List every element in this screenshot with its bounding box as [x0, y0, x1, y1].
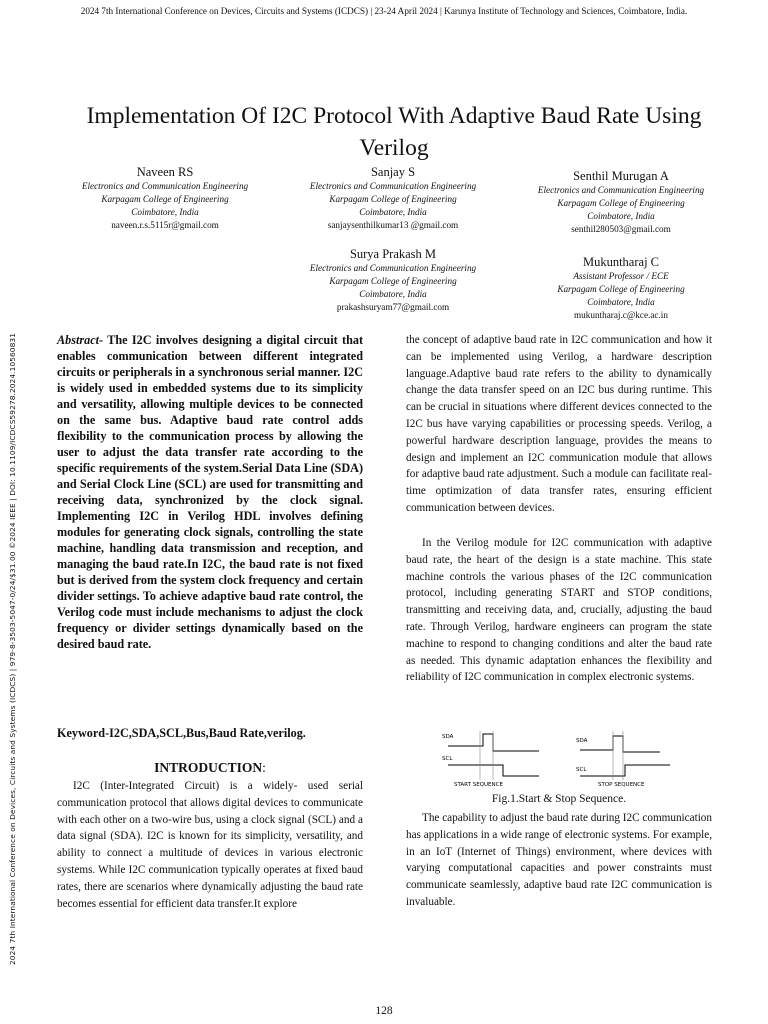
author-email: naveen.r.s.5115r@gmail.com [111, 220, 219, 230]
author-college: Karpagam College of Engineering [557, 284, 685, 294]
section-heading-colon: : [262, 760, 266, 775]
start-scl-waveform [448, 765, 539, 776]
author-city: Coimbatore, India [359, 289, 427, 299]
author-block [510, 168, 732, 236]
body-paragraph: the concept of adaptive baud rate in I2C communication and how it can be implemented using Verilog, a hardware description language.Adaptive baud rate refers to the ability to dynamically change the data transfer speed on an I2C bus during runtime. This can be crucial in situations where different devices connected to the I2C bus have varying capabilities or processing speeds. Verilog, a powerful hardware description language, provides the means to design and implement an I2C communication module that allows for adaptive baud rate adjustment. Such a module can facilitate real- time optimization of data transfer rates, ensuring efficient communication between devices. [406, 334, 712, 514]
author-dept: Electronics and Communication Engineering [81, 181, 249, 191]
author-email: mukuntharaj.c@kce.ac.in [574, 310, 668, 320]
body-paragraph: The capability to adjust the baud rate during I2C communication has applications in a wide range of electronic systems. For example, in an IoT (Internet of Things) environment, where devices with varying computational capacities and power constraints must communicate seamlessly, adaptive baud rate I2C communication is invaluable. [406, 812, 712, 908]
abstract-label: Abstract- [57, 333, 104, 347]
author-dept: Electronics and Communication Engineering [309, 181, 477, 191]
author-city: Coimbatore, India [131, 207, 199, 217]
conference-header: 2024 7th International Conference on Devices, Circuits and Systems (ICDCS) | 23-24 April 2024 | Karunya Institute of Technology and Sciences, Coimbatore, India. [80, 6, 688, 16]
stop-sda-waveform [580, 736, 660, 752]
author-dept: Electronics and Communication Engineering [537, 185, 705, 195]
author-city: Coimbatore, India [587, 297, 655, 307]
author-college: Karpagam College of Engineering [557, 198, 685, 208]
paper-title: Implementation Of I2C Protocol With Adaptive Baud Rate Using Verilog [86, 103, 702, 161]
figure-caption: Fig.1.Start & Stop Sequence. [491, 793, 627, 805]
doi-sidebar: 2024 7th International Conference on Devices, Circuits and Systems (ICDCS) | 979-8-3503-5047-0/24/$31.00 ©2024 IEEE | DOI: 10.1109/ICDCS59278.2024.10560831 [8, 332, 17, 965]
sda-label: SDA [442, 734, 454, 740]
scl-label: SCL [442, 756, 453, 762]
section-heading-text: INTRODUCTION [154, 760, 263, 775]
scl-label: SCL [576, 767, 587, 773]
author-city: Coimbatore, India [587, 211, 655, 221]
author-name: Sanjay S [370, 165, 416, 179]
author-college: Karpagam College of Engineering [329, 194, 457, 204]
abstract-text: The I2C involves designing a digital circuit that enables communication between different integrated circuits or peripherals in a synchronous serial manner. I2C is widely used in embedded systems due to its simplicity and versatility, allowing multiple devices to be connected on the same bus. Adaptive baud rate control adds flexibility to the communication process by allowing the user to adjust the data transfer rate according to the specific requirements of the system.Serial Data Line (SDA) and Serial Clock Line (SCL) are used for transmitting and receiving data, synchronized by the clock signal. Implementing I2C in Verilog HDL involves defining modules for generating clock signals, controlling the state machine, handling data transmission and reception, and managing the baud rate.In I2C, the baud rate is not fixed but is derived from the system clock frequency and certain divider settings. To achieve adaptive baud rate control, the Verilog code must include mechanisms to adjust the clock frequency or divider settings dynamically based on the desired baud rate. [57, 333, 363, 651]
keywords: Keyword-I2C,SDA,SCL,Bus,Baud Rate,verilog. [57, 726, 306, 740]
author-name: Surya Prakash M [349, 247, 437, 261]
author-city: Coimbatore, India [359, 207, 427, 217]
author-name: Naveen RS [136, 165, 194, 179]
body-paragraph: In the Verilog module for I2C communication with adaptive baud rate, the heart of the design is a state machine. This state machine controls the various phases of the I2C communication protocol, including generating START and STOP conditions, transmitting and receiving data, and, crucially, adjusting the baud rate. Through Verilog, hardware engineers can program the state machine to respond to changing conditions and alter the baud rate as needed. This dynamic adaptation enhances the flexibility and reliability of I2C communication in complex electronic systems. [406, 537, 712, 684]
abstract [57, 332, 363, 652]
author-block [283, 246, 503, 314]
intro-paragraph: I2C (Inter-Integrated Circuit) is a widely- used serial communication protocol that allows digital devices to communicate with each other on a two-wire bus, using a clock signal (SCL) and a data signal (SDA). I2C is known for its simplicity, versatility, and ability to connect a multitude of devices in various electronic systems. While I2C communication typically operates at fixed baud rates, there are scenarios where dynamically adjusting the baud rate becomes essential for efficient data transfer.It explore [57, 780, 363, 910]
author-college: Karpagam College of Engineering [329, 276, 457, 286]
stop-sequence-label: STOP SEQUENCE [598, 782, 645, 788]
start-sda-waveform [448, 734, 539, 751]
start-sequence-label: START SEQUENCE [454, 782, 503, 788]
author-email: senthil280503@gmail.com [571, 224, 671, 234]
author-dept: Electronics and Communication Engineering [309, 263, 477, 273]
start-stop-figure [440, 728, 680, 790]
author-name: Senthil Murugan A [573, 169, 669, 183]
stop-scl-waveform [580, 765, 670, 776]
author-block [283, 164, 503, 232]
page-number: 128 [375, 1005, 393, 1017]
section-heading [57, 760, 363, 776]
author-dept: Assistant Professor / ECE [573, 271, 669, 281]
author-block [55, 164, 275, 232]
author-email: prakashsuryam77@gmail.com [336, 302, 450, 312]
author-email: sanjaysenthilkumar13 @gmail.com [327, 220, 459, 230]
author-block [512, 254, 730, 322]
sda-label: SDA [576, 738, 588, 744]
author-college: Karpagam College of Engineering [101, 194, 229, 204]
author-name: Mukuntharaj C [582, 255, 660, 269]
